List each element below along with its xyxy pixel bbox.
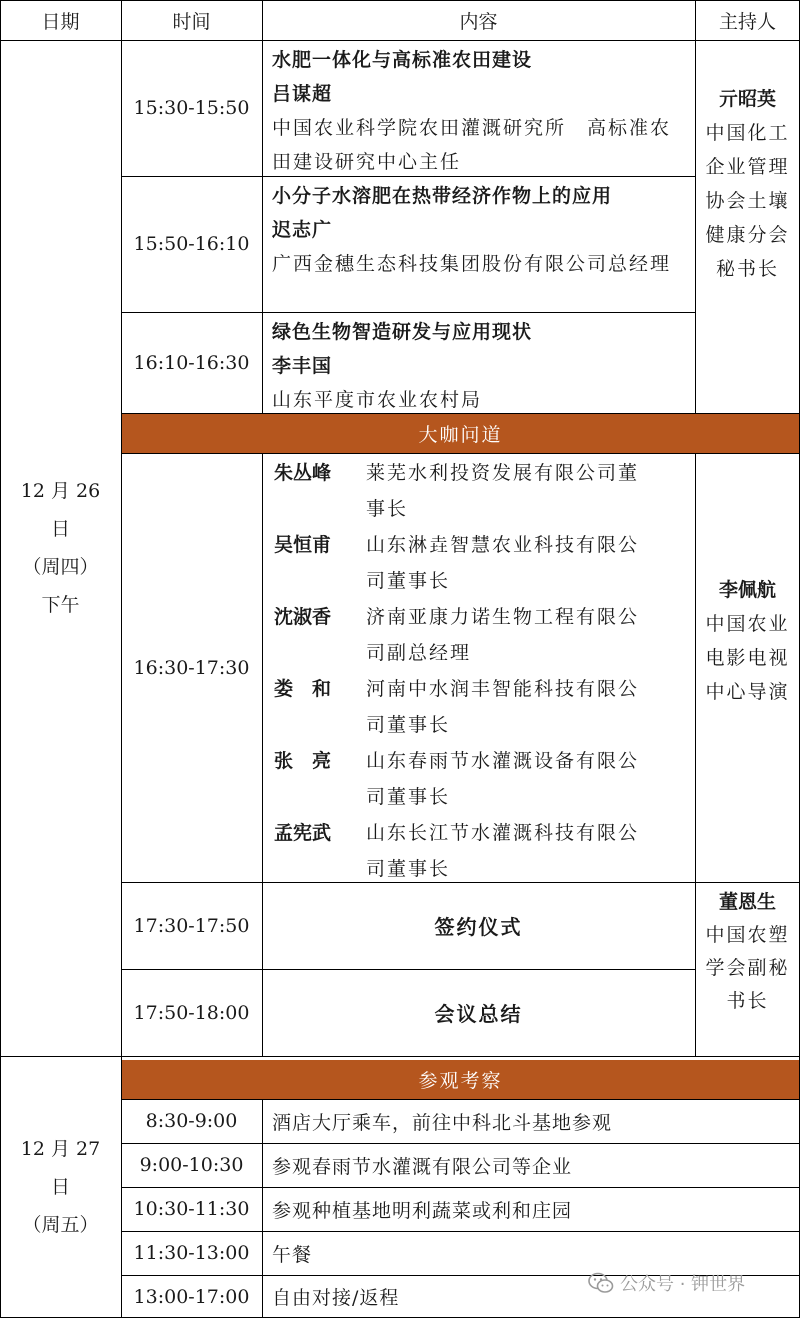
grid-line (121, 969, 695, 970)
host-title: 中国农业电影电视中心导演 (705, 613, 790, 703)
grid-line (121, 453, 800, 454)
guest-name: 朱丛峰 (274, 462, 332, 484)
grid-line (121, 312, 695, 313)
talk-speaker: 李丰国 (272, 355, 333, 377)
panel-guest (274, 599, 695, 671)
talk-affiliation: 山东平度市农业农村局 (272, 389, 483, 411)
day1-date-line: 下午 (41, 594, 80, 616)
visit-text: 酒店大厅乘车，前往中科北斗基地参观 (272, 1111, 613, 1134)
day1-date-line: （周四） (22, 556, 99, 578)
visit-time: 11:30-13:00 (133, 1242, 250, 1264)
talk-title: 水肥一体化与高标准农田建设 (272, 49, 533, 71)
guest-desc: 山东长江节水灌溉科技有限公司董事长 (366, 822, 640, 880)
guest-name: 吴恒甫 (274, 534, 332, 556)
talk-affiliation: 中国农业科学院农田灌溉研究所 高标准农田建设研究中心主任 (272, 117, 672, 173)
day2-date-line: （周五） (22, 1214, 99, 1236)
grid-line (121, 176, 695, 177)
signing-time: 17:30-17:50 (133, 914, 250, 937)
talk-time: 16:10-16:30 (133, 351, 250, 374)
host-title: 中国农塑学会副秘书长 (705, 924, 790, 1012)
talk-time: 15:30-15:50 (133, 97, 250, 119)
panel-guest (274, 671, 695, 743)
visit-time: 9:00-10:30 (139, 1154, 244, 1176)
summary-time: 17:50-18:00 (133, 1001, 250, 1024)
day1-date-line: 日 (50, 518, 70, 540)
day2-date (0, 1056, 121, 1318)
watermark-text: 公众号 · 钾世界 (620, 1274, 746, 1295)
header-content: 内容 (459, 10, 498, 33)
visit-time: 8:30-9:00 (145, 1110, 238, 1132)
grid-line (121, 1231, 800, 1232)
grid-line (695, 453, 696, 1056)
guest-desc: 莱芜水利投资发展有限公司董事长 (366, 462, 640, 520)
visit-text: 参观种植基地明利蔬菜或利和庄园 (272, 1199, 573, 1222)
host-cell (695, 882, 800, 1056)
header-date: 日期 (41, 10, 80, 33)
grid-line (262, 1099, 263, 1318)
day2-date-line: 12 月 27 (20, 1138, 101, 1160)
grid-line (262, 0, 263, 413)
grid-line (0, 0, 1, 1318)
talk-speaker: 迟志广 (272, 219, 333, 241)
grid-line (262, 453, 263, 1056)
panel-guest (274, 527, 695, 599)
host-name: 李佩航 (718, 579, 776, 601)
wechat-icon (588, 1272, 614, 1294)
talk-speaker: 吕谋超 (272, 83, 333, 105)
panel-guest (274, 815, 695, 882)
grid-line (0, 40, 800, 41)
grid-line (121, 0, 122, 1318)
panel-guests (262, 453, 695, 882)
visit-time: 13:00-17:00 (133, 1285, 250, 1308)
grid-line (121, 1187, 800, 1188)
grid-line (121, 882, 800, 883)
grid-line (121, 1143, 800, 1144)
guest-name: 沈淑香 (274, 606, 332, 628)
host-cell (695, 453, 800, 882)
host-name: 亓昭英 (718, 88, 776, 110)
talk-content (262, 40, 695, 176)
guest-desc: 河南中水润丰智能科技有限公司董事长 (366, 678, 640, 736)
signing-label: 签约仪式 (434, 915, 523, 939)
talk-affiliation: 广西金穗生态科技集团股份有限公司总经理 (272, 253, 672, 275)
talk-title: 小分子水溶肥在热带经济作物上的应用 (272, 185, 613, 207)
visit-time: 10:30-11:30 (133, 1198, 250, 1220)
guest-desc: 山东淋垚智慧农业科技有限公司董事长 (366, 534, 640, 592)
visit-text: 参观春雨节水灌溉有限公司等企业 (272, 1155, 573, 1178)
talk-time: 15:50-16:10 (133, 233, 250, 255)
guest-desc: 济南亚康力诺生物工程有限公司副总经理 (366, 606, 640, 664)
day1-date-line: 12 月 26 (20, 480, 101, 502)
talk-content (262, 312, 695, 413)
section-bar: 参观考察 (121, 1060, 800, 1099)
grid-line (121, 413, 800, 414)
summary-label: 会议总结 (434, 1002, 523, 1026)
watermark (588, 1270, 745, 1296)
host-cell (695, 40, 800, 413)
talk-content (262, 176, 695, 312)
panel-time: 16:30-17:30 (133, 656, 250, 679)
panel-guest (274, 743, 695, 815)
header-host: 主持人 (718, 10, 776, 33)
guest-name: 孟宪武 (274, 822, 332, 844)
host-title: 中国化工企业管理协会土壤健康分会秘书长 (705, 122, 790, 280)
guest-desc: 山东春雨节水灌溉设备有限公司董事长 (366, 750, 640, 808)
panel-guest (274, 455, 695, 527)
talk-title: 绿色生物智造研发与应用现状 (272, 321, 533, 343)
grid-line (695, 0, 696, 413)
day1-date (0, 40, 121, 1056)
visit-text: 自由对接/返程 (272, 1287, 400, 1309)
guest-name: 娄 和 (274, 678, 332, 700)
day2-date-line: 日 (50, 1176, 70, 1198)
section-bar: 大咖问道 (121, 413, 800, 453)
grid-line (0, 0, 800, 1)
guest-name: 张 亮 (274, 750, 332, 772)
grid-line (121, 1099, 800, 1100)
grid-line (0, 1056, 800, 1057)
header-time: 时间 (172, 10, 211, 33)
host-name: 董恩生 (718, 891, 776, 913)
visit-text: 午餐 (272, 1243, 313, 1266)
